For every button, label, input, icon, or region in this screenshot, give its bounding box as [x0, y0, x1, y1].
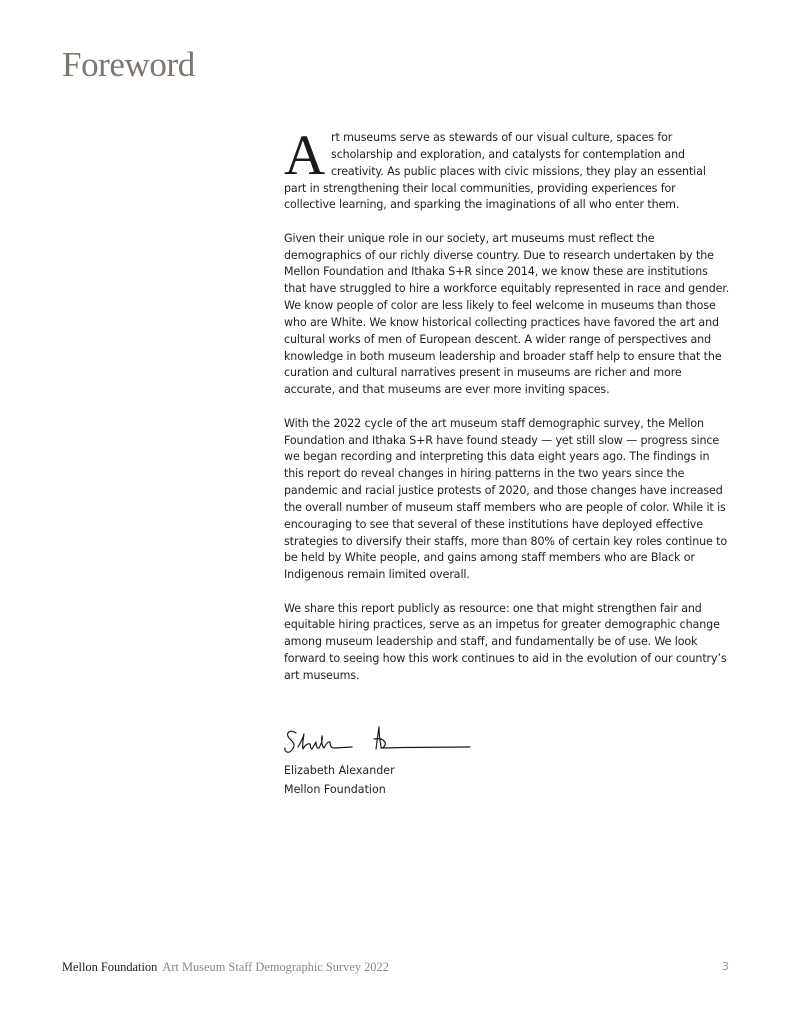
paragraph-3: With the 2022 cycle of the art museum staff demographic survey, the Mellon Foundation and Ithaka S+R have found steady — yet still slow — progress since we began recording and interpreting this data eight years ago. The findings in this report do reveal changes in hiring patterns in the two years since the pandemic and racial justice protests of 2020, and those changes have increased the overall number of museum staff members who are people of color. While it is encouraging to see that several of these institutions have deployed effective strategies to diversify their staffs, more than 80% of certain key roles continue to be held by White people, and gains among staff members who are Black or Indigenous remain limited overall. [284, 416, 728, 582]
paragraph-1 [284, 124, 730, 214]
footer-report-title: Art Museum Staff Demographic Survey 2022 [162, 960, 389, 974]
signature-image [282, 718, 472, 760]
footer-organization: Mellon Foundation [62, 960, 158, 974]
signatory-organization: Mellon Foundation [284, 782, 386, 796]
paragraph-4: We share this report publicly as resource: one that might strengthen fair and equitable hiring practices, serve as an impetus for greater demographic change among museum leadership and staff, and fundamentally be of use. We look forward to seeing how this work continues to aid in the evolution of our country’s art museums. [284, 601, 727, 682]
paragraph-2: Given their unique role in our society, art museums must reflect the demographics of our richly diverse country. Due to research undertaken by the Mellon Foundation and Ithaka S+R since 2014, we know these are institutions that have struggled to hire a workforce equitably represented in race and gender. We know people of color are less likely to feel welcome in museums than those who are White. We know historical collecting practices have favored the art and cultural works of men of European descent. A wider range of perspectives and knowledge in both museum leadership and broader staff help to ensure that the curation and cultural narratives present in museums are richer and more accurate, and that museums are ever more inviting spaces. [284, 231, 730, 397]
footer [62, 960, 389, 975]
page-number: 3 [722, 960, 729, 973]
foreword-body [284, 124, 730, 798]
paragraph-1-text: rt museums serve as stewards of our visual culture, spaces for scholarship and exploration, and catalysts for contemplation and creativity. As public places with civic missions, they play an essential part in strengthening their local communities, providing experiences for collective learning, and sparking the imaginations of all who enter them. [284, 131, 706, 212]
drop-cap: A [284, 124, 326, 187]
page-title: Foreword [62, 45, 195, 84]
signatory-name: Elizabeth Alexander [284, 763, 395, 777]
